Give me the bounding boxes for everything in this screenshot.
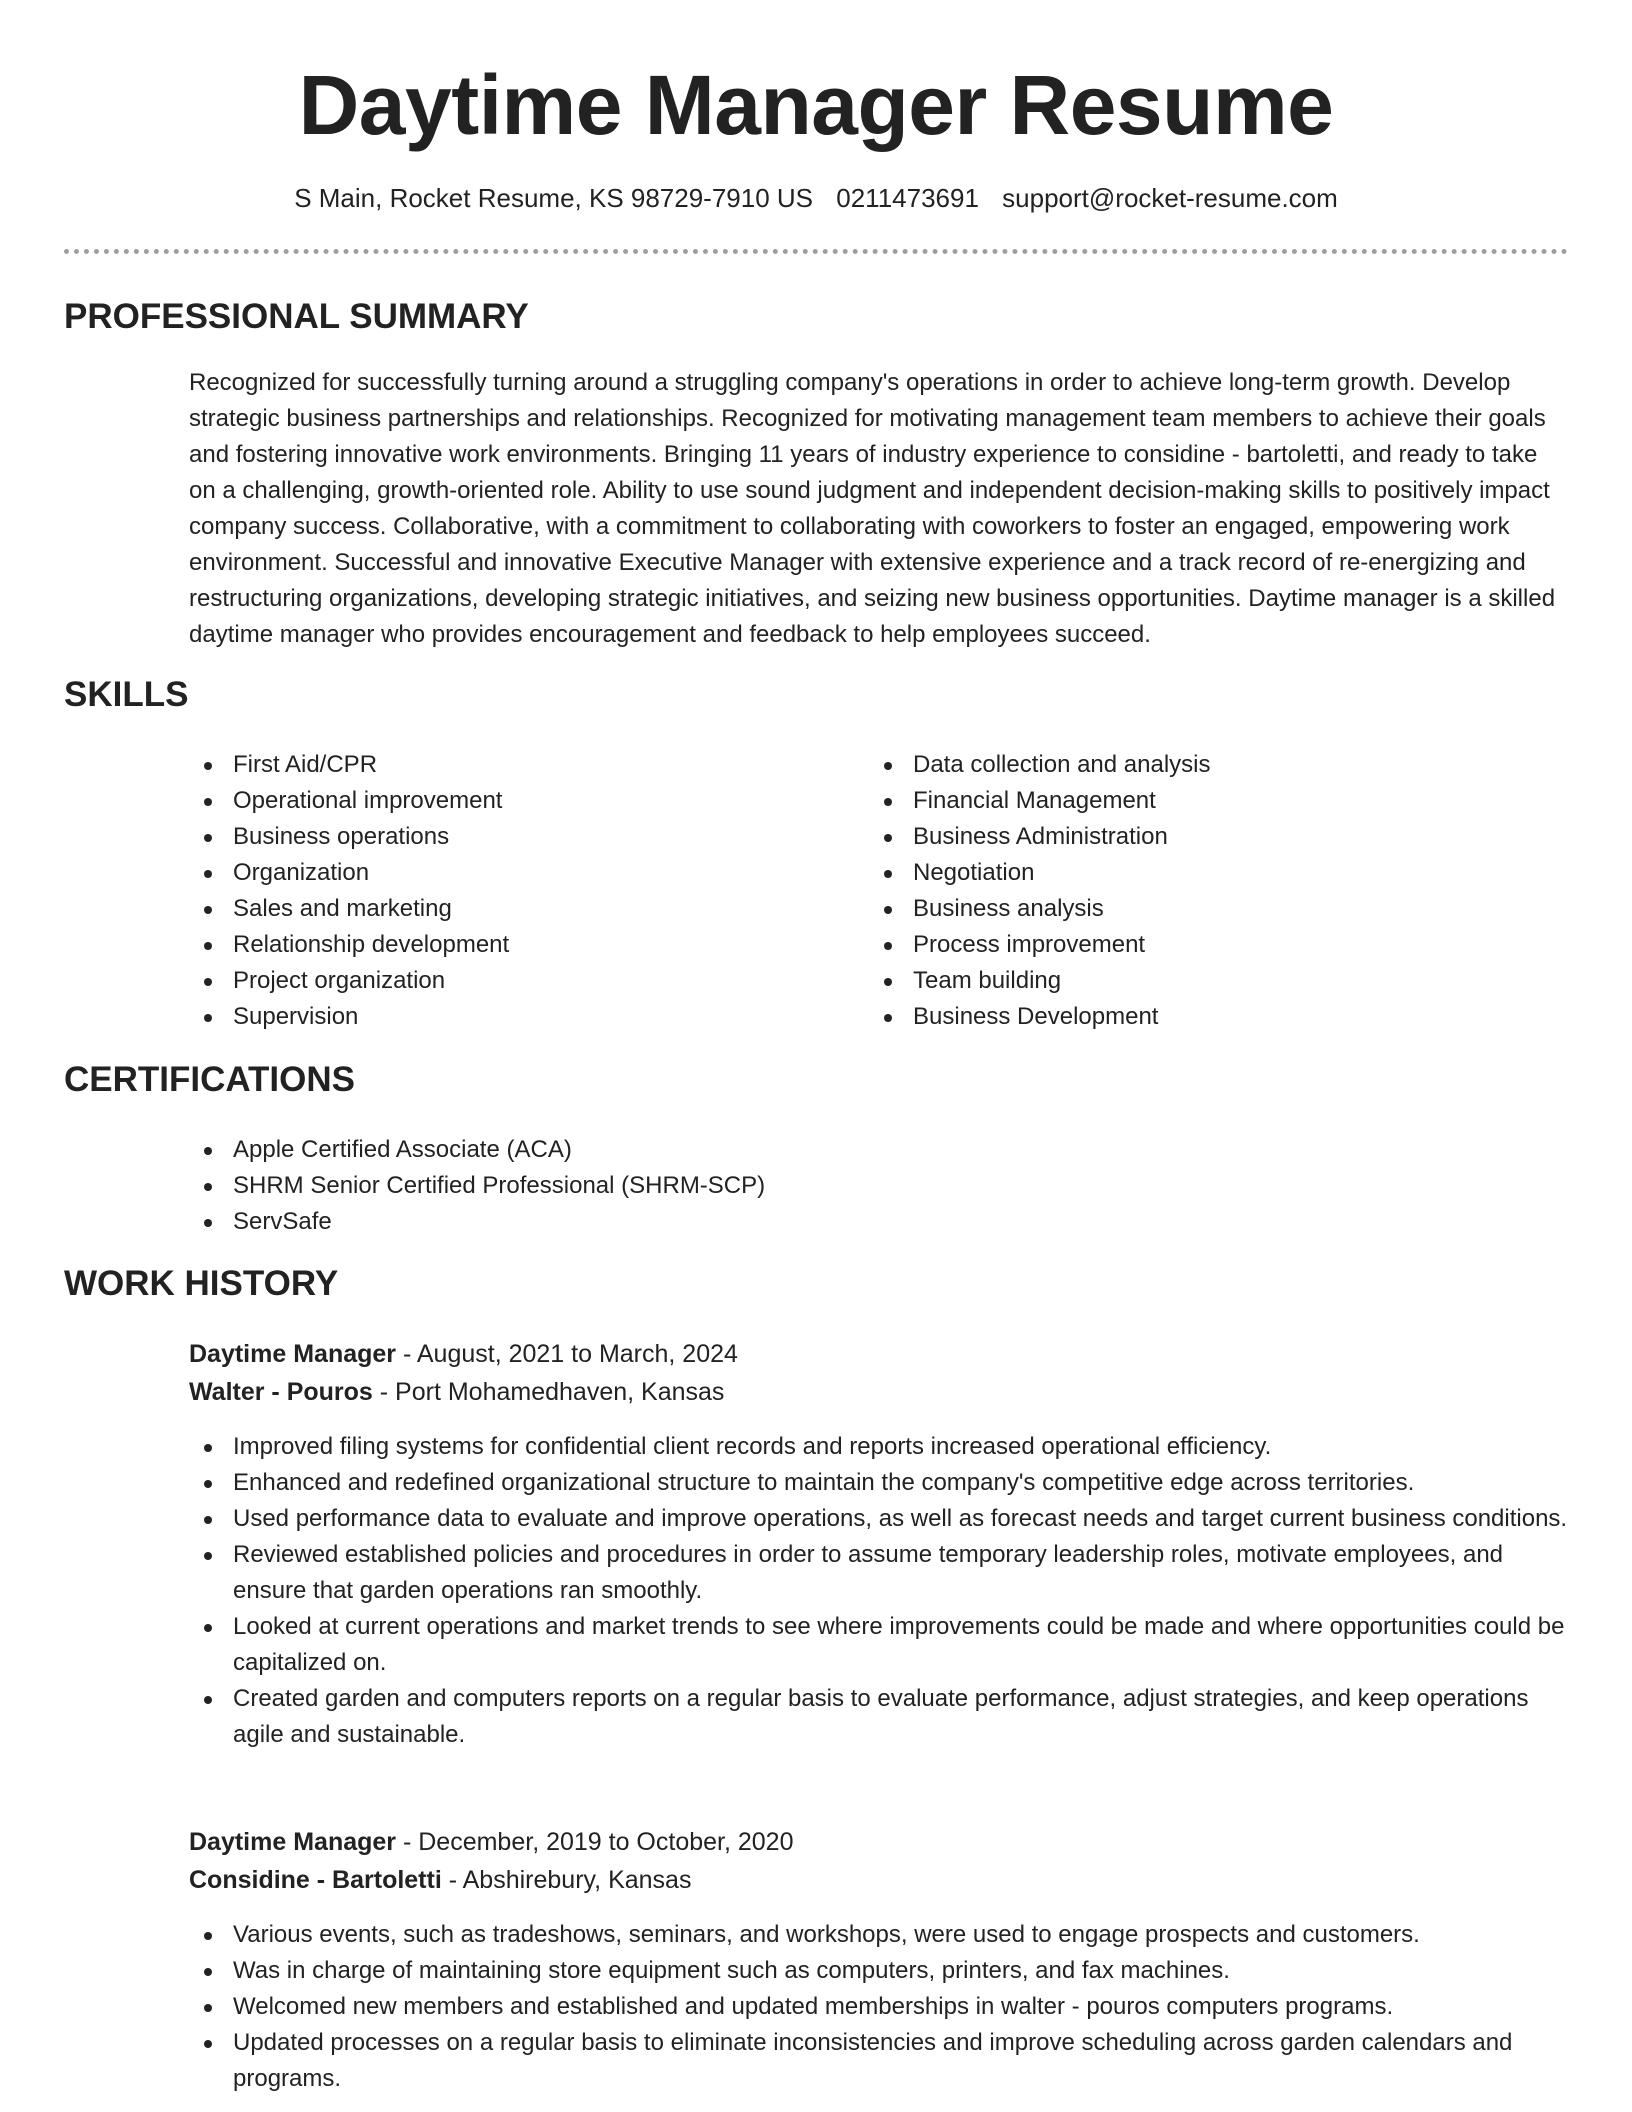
skill-item: Project organization xyxy=(189,963,849,999)
skills-list-right xyxy=(869,747,1529,1035)
skill-item: Relationship development xyxy=(189,927,849,963)
job-bullet: Looked at current operations and market trends to see where improvements could be made and where opportunities could be capitalized on. xyxy=(189,1609,1569,1681)
job-bullet: Updated processes on a regular basis to eliminate inconsistencies and improve scheduling across garden calendars and programs. xyxy=(189,2025,1569,2097)
section-title-skills: SKILLS xyxy=(64,675,189,714)
certification-item: SHRM Senior Certified Professional (SHRM-SCP) xyxy=(189,1168,1569,1204)
job-bullet: Various events, such as tradeshows, seminars, and workshops, were used to engage prospects and customers. xyxy=(189,1917,1569,1953)
section-title-work-history: WORK HISTORY xyxy=(64,1264,339,1303)
skill-item: Business Administration xyxy=(869,819,1529,855)
skill-item: First Aid/CPR xyxy=(189,747,849,783)
resume-title: Daytime Manager Resume xyxy=(298,58,1334,152)
certifications-list xyxy=(189,1132,1569,1240)
job-bullets xyxy=(189,1917,1569,2097)
job-dates: - August, 2021 to March, 2024 xyxy=(396,1340,738,1368)
job-bullets xyxy=(189,1429,1569,1753)
section-title-certifications: CERTIFICATIONS xyxy=(64,1060,356,1099)
job-bullet: Used performance data to evaluate and improve operations, as well as forecast needs and target current business conditions. xyxy=(189,1501,1569,1537)
contact-email: support@rocket-resume.com xyxy=(1002,183,1338,213)
job-company: Walter - Pouros xyxy=(189,1378,373,1406)
job-company-line xyxy=(189,1373,1569,1411)
skill-item: Financial Management xyxy=(869,783,1529,819)
certification-item: Apple Certified Associate (ACA) xyxy=(189,1132,1569,1168)
skill-item: Business operations xyxy=(189,819,849,855)
summary-text: Recognized for successfully turning around a struggling company's operations in order to achieve long-term growth. Develop strategic business partnerships and relationships. Recognized for motivating management team members to achieve their goals and fostering innovative work environments. Bringing 11 years of industry experience to considine - bartoletti, and ready to take on a challenging, growth-oriented role. Ability to use sound judgment and independent decision-making skills to positively impact company success. Collaborative, with a commitment to collaborating with coworkers to foster an engaged, empowering work environment. Successful and innovative Executive Manager with extensive experience and a track record of re-energizing and restructuring organizations, developing strategic initiatives, and seizing new business opportunities. Daytime manager is a skilled daytime manager who provides encouragement and feedback to help employees succeed. xyxy=(189,369,1556,648)
header-divider xyxy=(64,249,1568,254)
job-role-line xyxy=(189,1823,1569,1861)
contact-line xyxy=(0,178,1632,218)
job-dates: - December, 2019 to October, 2020 xyxy=(396,1828,794,1856)
job-bullet: Was in charge of maintaining store equipment such as computers, printers, and fax machines. xyxy=(189,1953,1569,1989)
job-bullet: Welcomed new members and established and updated memberships in walter - pouros computers programs. xyxy=(189,1989,1569,2025)
contact-address: S Main, Rocket Resume, KS 98729-7910 US xyxy=(294,183,814,213)
skill-item: Organization xyxy=(189,855,849,891)
skill-item: Negotiation xyxy=(869,855,1529,891)
skill-item: Sales and marketing xyxy=(189,891,849,927)
job-bullet: Reviewed established policies and procedures in order to assume temporary leadership roles, motivate employees, and ensure that garden operations ran smoothly. xyxy=(189,1537,1569,1609)
certification-item: ServSafe xyxy=(189,1204,1569,1240)
skill-item: Operational improvement xyxy=(189,783,849,819)
skills-list-left xyxy=(189,747,849,1035)
job-company-line xyxy=(189,1861,1569,1899)
skill-item: Business analysis xyxy=(869,891,1529,927)
contact-phone: 0211473691 xyxy=(836,183,979,213)
job-role: Daytime Manager xyxy=(189,1340,397,1368)
job-role: Daytime Manager xyxy=(189,1828,397,1856)
job-company: Considine - Bartoletti xyxy=(189,1866,442,1894)
skill-item: Supervision xyxy=(189,999,849,1035)
job-bullet: Improved filing systems for confidential client records and reports increased operational efficiency. xyxy=(189,1429,1569,1465)
job-bullet: Enhanced and redefined organizational structure to maintain the company's competitive edge across territories. xyxy=(189,1465,1569,1501)
skill-item: Team building xyxy=(869,963,1529,999)
skill-item: Data collection and analysis xyxy=(869,747,1529,783)
skill-item: Business Development xyxy=(869,999,1529,1035)
job-bullet: Created garden and computers reports on a regular basis to evaluate performance, adjust strategies, and keep operations agile and sustainable. xyxy=(189,1681,1569,1753)
job-location: - Port Mohamedhaven, Kansas xyxy=(372,1378,725,1406)
job-role-line xyxy=(189,1335,1569,1373)
job-location: - Abshirebury, Kansas xyxy=(441,1866,692,1894)
section-title-summary: PROFESSIONAL SUMMARY xyxy=(64,297,529,336)
skill-item: Process improvement xyxy=(869,927,1529,963)
